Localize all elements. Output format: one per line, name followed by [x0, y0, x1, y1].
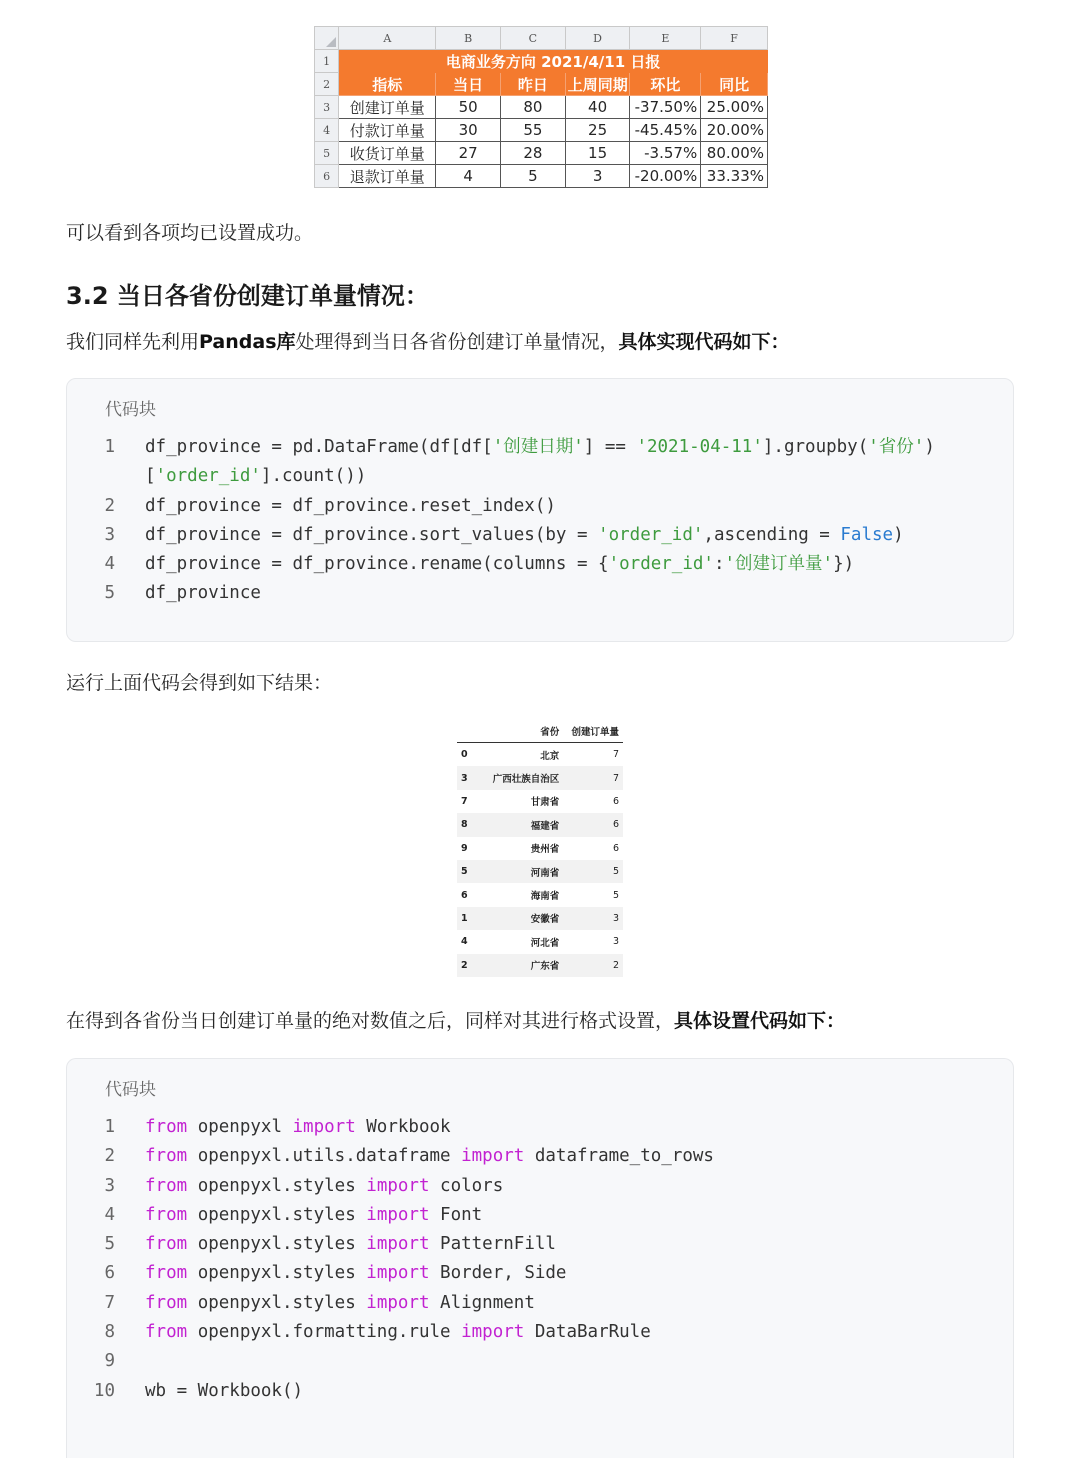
excel-row [315, 165, 768, 188]
code-token: openpyxl [187, 1117, 293, 1137]
code-line [67, 1318, 1013, 1347]
excel-cell: 4 [436, 165, 501, 188]
excel-cell: 15 [565, 142, 630, 165]
code-token: openpyxl.styles [187, 1292, 367, 1313]
paragraph-success-note: 可以看到各项均已设置成功。 [66, 222, 314, 244]
code-keyword: import [366, 1175, 430, 1196]
code-text [145, 1289, 535, 1318]
code-keyword: from [145, 1263, 188, 1284]
excel-cell: 5 [501, 165, 566, 188]
code-string: '创建订单量' [724, 554, 834, 575]
paragraph-bold-text: Pandas库 [199, 331, 296, 353]
excel-col-header: E [630, 27, 701, 50]
excel-cell: 25 [565, 119, 630, 142]
dataframe-province-cell: 贵州省 [530, 844, 560, 856]
excel-row-number: 5 [315, 142, 339, 165]
code-token: [ [145, 466, 156, 487]
code-keyword: import [366, 1204, 430, 1225]
code-keyword: from [145, 1175, 188, 1196]
excel-row [315, 119, 768, 142]
excel-cell: 50 [436, 96, 501, 119]
line-number: 3 [104, 524, 115, 545]
dataframe-index-cell: 0 [461, 749, 468, 761]
line-number: 5 [104, 583, 115, 604]
code-token: df_province = df_province.rename(columns = { [145, 554, 609, 575]
dataframe-row [457, 860, 623, 883]
code-token: ] == [583, 437, 637, 457]
code-line [67, 550, 1013, 579]
paragraph-run-result: 运行上面代码会得到如下结果： [66, 672, 333, 694]
excel-row-number: 4 [315, 119, 339, 142]
code-line [67, 1172, 1013, 1201]
excel-report-table [314, 26, 768, 188]
code-line [67, 433, 1013, 462]
code-keyword: from [145, 1234, 188, 1255]
dataframe-province-cell: 河南省 [483, 860, 563, 883]
code-line [67, 462, 1013, 491]
code-token: openpyxl.utils.dataframe [187, 1146, 462, 1167]
excel-row [315, 142, 768, 165]
excel-row-number: 6 [315, 165, 339, 188]
code-line [67, 1230, 1013, 1259]
code-lines [67, 433, 1013, 609]
dataframe-province-cell: 广西壮族自治区 [483, 766, 563, 789]
excel-header-cell: 当日 [436, 73, 501, 96]
excel-header-cell: 上周同期 [565, 73, 630, 96]
excel-col-header: D [565, 27, 630, 50]
code-line [67, 1259, 1013, 1288]
code-token: df_province = pd.DataFrame(df[df[ [145, 437, 493, 457]
code-line [67, 1201, 1013, 1230]
dataframe-province-cell: 广东省 [483, 954, 563, 977]
dataframe-row [457, 907, 623, 930]
dataframe-row [457, 930, 623, 953]
paragraph-text: 我们同样先利用 [66, 331, 200, 353]
code-token: ].count()) [260, 466, 367, 487]
excel-cell: 3 [565, 165, 630, 188]
excel-header-cell: 昨日 [501, 73, 566, 96]
code-keyword: import [366, 1234, 430, 1255]
code-token: : [713, 554, 725, 575]
code-token: openpyxl.formatting.rule [187, 1322, 462, 1343]
code-line [67, 579, 1013, 608]
excel-cell: 20.00% [701, 119, 768, 142]
paragraph-bold-text: 具体设置代码如下： [674, 1010, 846, 1032]
code-token: openpyxl.styles [187, 1204, 367, 1225]
excel-corner [315, 27, 339, 50]
excel-cell: 28 [501, 142, 566, 165]
code-line [67, 1377, 1013, 1406]
code-text [145, 433, 935, 462]
line-number: 7 [104, 1292, 115, 1313]
excel-cell: -37.50% [630, 96, 701, 119]
code-lines [67, 1113, 1013, 1406]
line-number: 8 [104, 1322, 115, 1343]
code-token: df_province [145, 583, 261, 604]
code-keyword: from [145, 1117, 188, 1137]
code-text [145, 1142, 714, 1171]
line-number: 4 [104, 554, 115, 575]
dataframe-count-cell: 5 [563, 860, 623, 883]
code-block-title: 代码块 [105, 1080, 156, 1100]
line-number: 6 [104, 1263, 115, 1284]
result-dataframe-table [457, 720, 623, 977]
excel-cell: 33.33% [701, 165, 768, 188]
code-text [145, 521, 904, 550]
code-token: Workbook [355, 1117, 451, 1137]
excel-cell: 80 [501, 96, 566, 119]
excel-header-cell: 同比 [701, 73, 768, 96]
dataframe-count-cell: 6 [612, 795, 619, 807]
code-keyword: import [366, 1263, 430, 1284]
code-string: 'order_id' [608, 554, 714, 575]
excel-row-number: 1 [315, 50, 339, 73]
excel-cell: 退款订单量 [339, 165, 436, 188]
code-string: 'order_id' [598, 524, 704, 545]
excel-column-header-row [315, 27, 768, 50]
code-boolean: False [840, 524, 894, 545]
line-number: 10 [93, 1380, 115, 1401]
line-number: 2 [104, 495, 115, 516]
code-line [67, 1289, 1013, 1318]
dataframe-count-cell: 7 [563, 766, 623, 789]
dataframe-count-cell: 5 [612, 889, 619, 901]
excel-banner-title: 电商业务方向 2021/4/11 日报 [339, 50, 768, 73]
dataframe-index-cell: 8 [457, 813, 483, 836]
section-heading: 3.2 当日各省份创建订单量情况： [66, 282, 429, 310]
code-keyword: from [145, 1146, 188, 1167]
excel-cell: 55 [501, 119, 566, 142]
line-number: 1 [104, 1117, 115, 1137]
paragraph-bold-text: 具体实现代码如下： [618, 331, 790, 353]
code-token: dataframe_to_rows [524, 1146, 714, 1167]
code-token: Border, Side [429, 1263, 567, 1284]
excel-header-cell: 指标 [339, 73, 436, 96]
code-text [145, 1377, 303, 1406]
excel-row [315, 96, 768, 119]
dataframe-row [457, 743, 623, 767]
code-token: }) [833, 554, 855, 575]
code-token: wb = Workbook() [145, 1380, 304, 1401]
dataframe-row [457, 813, 623, 836]
dataframe-province-cell: 海南省 [530, 891, 560, 903]
code-token: df_province = df_province.reset_index() [145, 495, 556, 516]
paragraph-intro-pandas [66, 327, 790, 354]
dataframe-index-cell: 4 [461, 936, 468, 948]
code-text [145, 1230, 556, 1259]
line-number: 9 [104, 1351, 115, 1372]
dataframe-row [457, 766, 623, 789]
code-line [67, 1113, 1013, 1142]
code-keyword: from [145, 1322, 188, 1343]
line-number: 1 [104, 437, 115, 457]
code-line [67, 1142, 1013, 1171]
dataframe-province-cell: 福建省 [483, 813, 563, 836]
dataframe-row [457, 954, 623, 977]
dataframe-index-cell: 1 [457, 907, 483, 930]
code-token: ].groupby( [762, 437, 869, 457]
code-text [145, 462, 366, 491]
paragraph-text: 在得到各省份当日创建订单量的绝对数值之后，同样对其进行格式设置， [66, 1010, 675, 1032]
dataframe-row [457, 837, 623, 860]
code-token: ) [893, 524, 904, 545]
code-keyword: import [292, 1117, 356, 1137]
dataframe-province-cell: 安徽省 [483, 907, 563, 930]
code-keyword: import [461, 1146, 525, 1167]
code-keyword: from [145, 1204, 188, 1225]
dataframe-index-cell: 2 [457, 954, 483, 977]
code-token: DataBarRule [524, 1322, 651, 1343]
excel-row-number: 3 [315, 96, 339, 119]
excel-cell: 创建订单量 [339, 96, 436, 119]
code-token: df_province = df_province.sort_values(by = [145, 524, 599, 545]
code-token: Alignment [429, 1292, 535, 1313]
dataframe-count-cell: 7 [612, 749, 619, 761]
dataframe-index-cell: 6 [461, 889, 468, 901]
dataframe-header-row [457, 720, 623, 743]
excel-col-header: F [701, 27, 768, 50]
dataframe-province-cell: 甘肃省 [530, 797, 560, 809]
code-block-pandas[interactable] [66, 378, 1014, 642]
excel-cell: -3.57% [630, 142, 701, 165]
excel-cell: 27 [436, 142, 501, 165]
code-string: '创建日期' [492, 437, 584, 457]
code-token: openpyxl.styles [187, 1175, 367, 1196]
excel-cell: 80.00% [701, 142, 768, 165]
code-token: ) [924, 437, 935, 457]
dataframe-province-cell: 北京 [540, 750, 560, 762]
excel-cell: 40 [565, 96, 630, 119]
code-text [145, 1318, 651, 1347]
dataframe-column-header: 省份 [483, 720, 563, 743]
code-text [145, 579, 261, 608]
excel-cell: 收货订单量 [339, 142, 436, 165]
code-string: '省份' [868, 437, 925, 457]
code-keyword: import [366, 1292, 430, 1313]
code-text [145, 492, 556, 521]
code-line [67, 521, 1013, 550]
excel-header-cell: 环比 [630, 73, 701, 96]
excel-row [315, 73, 768, 96]
code-text [145, 1113, 451, 1142]
dataframe-count-cell: 3 [612, 936, 619, 948]
code-string: '2021-04-11' [636, 437, 763, 457]
dataframe-column-header: 创建订单量 [563, 720, 623, 743]
code-token: colors [429, 1175, 504, 1196]
excel-cell: 25.00% [701, 96, 768, 119]
code-text [145, 550, 854, 579]
code-block-openpyxl[interactable] [66, 1058, 1014, 1458]
code-keyword: from [145, 1292, 188, 1313]
code-line [67, 1347, 1013, 1376]
paragraph-format-intro [66, 1006, 845, 1033]
excel-cell: 付款订单量 [339, 119, 436, 142]
code-token: PatternFill [429, 1234, 556, 1255]
dataframe-count-cell: 3 [563, 907, 623, 930]
code-token: openpyxl.styles [187, 1234, 367, 1255]
code-text [145, 1172, 503, 1201]
dataframe-index-cell: 9 [461, 842, 468, 854]
dataframe-index-header [457, 720, 483, 743]
dataframe-count-cell: 2 [563, 954, 623, 977]
code-string: 'order_id' [155, 466, 261, 487]
line-number: 2 [104, 1146, 115, 1167]
paragraph-text: 处理得到当日各省份创建订单量情况， [295, 331, 619, 353]
excel-row-number: 2 [315, 73, 339, 96]
code-token: Font [429, 1204, 483, 1225]
dataframe-count-cell: 6 [612, 842, 619, 854]
excel-col-header: C [501, 27, 566, 50]
dataframe-index-cell: 7 [461, 795, 468, 807]
dataframe-province-cell: 河北省 [530, 937, 560, 949]
code-text [145, 1201, 482, 1230]
result-dataframe-image [457, 720, 623, 977]
dataframe-row [457, 790, 623, 813]
excel-cell: -20.00% [630, 165, 701, 188]
excel-col-header: A [339, 27, 436, 50]
dataframe-index-cell: 3 [457, 766, 483, 789]
excel-cell: 30 [436, 119, 501, 142]
line-number: 4 [104, 1204, 115, 1225]
dataframe-count-cell: 6 [563, 813, 623, 836]
excel-col-header: B [436, 27, 501, 50]
code-token: openpyxl.styles [187, 1263, 367, 1284]
code-text [145, 1259, 566, 1288]
code-keyword: import [461, 1322, 525, 1343]
excel-report-image [314, 26, 768, 188]
line-number: 5 [104, 1234, 115, 1255]
dataframe-row [457, 883, 623, 906]
code-line [67, 492, 1013, 521]
code-token: ,ascending = [703, 524, 841, 545]
line-number: 3 [104, 1175, 115, 1196]
dataframe-index-cell: 5 [457, 860, 483, 883]
excel-cell: -45.45% [630, 119, 701, 142]
code-block-title: 代码块 [105, 400, 156, 420]
excel-row [315, 50, 768, 73]
